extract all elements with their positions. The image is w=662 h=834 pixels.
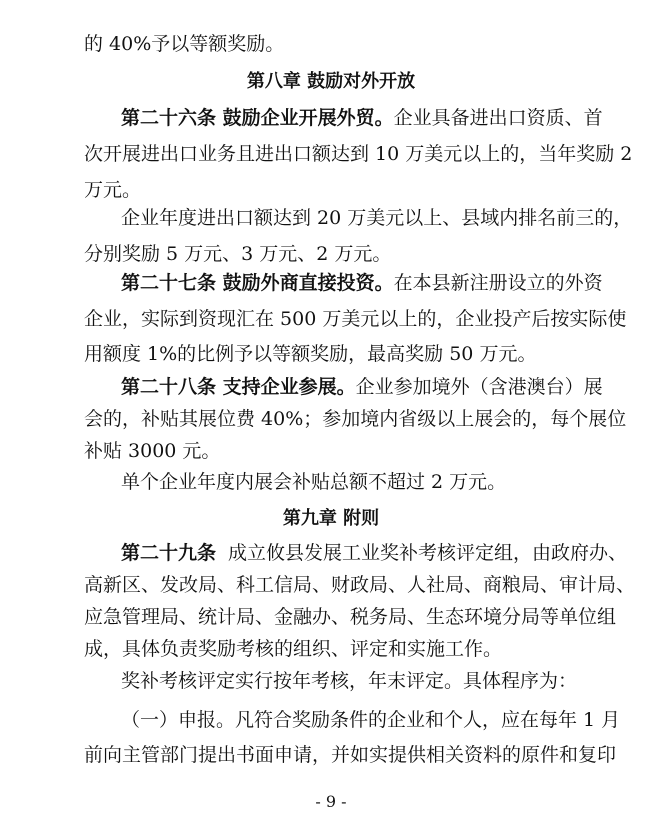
article-29-label: 第二十九条 — [121, 542, 217, 564]
article-26-label: 第二十六条 鼓励企业开展外贸。 — [121, 107, 394, 129]
paragraph-line: 用额度 1%的比例予以等额奖励，最高奖励 50 万元。 — [84, 343, 537, 365]
article-28-label: 第二十八条 支持企业参展。 — [121, 376, 356, 398]
article-27-label: 第二十七条 鼓励外商直接投资。 — [121, 272, 394, 294]
article-26-line-1 — [121, 103, 603, 133]
paragraph-line: 应急管理局、统计局、金融办、税务局、生态环境分局等单位组 — [84, 606, 617, 628]
paragraph-line: 成，具体负责奖励考核的组织、评定和实施工作。 — [84, 638, 503, 660]
paragraph-line: 万元。 — [84, 179, 142, 201]
article-29-line-1 — [121, 538, 627, 568]
article-29-text: 成立攸县发展工业奖补考核评定组，由政府办、 — [228, 542, 628, 564]
article-27-text: 在本县新注册设立的外资 — [393, 272, 603, 294]
article-28-line-1 — [121, 372, 603, 402]
paragraph-line: 单个企业年度内展会补贴总额不超过 2 万元。 — [121, 471, 507, 493]
page-number: - 9 - — [315, 792, 347, 811]
paragraph-line: 前向主管部门提出书面申请，并如实提供相关资料的原件和复印 — [84, 744, 617, 766]
chapter-9-heading: 第九章 附则 — [282, 508, 380, 529]
paragraph-line: 的 40%予以等额奖励。 — [84, 33, 285, 55]
paragraph-line: 次开展进出口业务且进出口额达到 10 万美元以上的，当年奖励 2 — [84, 143, 633, 165]
paragraph-line: 企业，实际到资现汇在 500 万美元以上的，企业投产后按实际使 — [84, 308, 627, 330]
paragraph-line: 高新区、发改局、科工信局、财政局、人社局、商粮局、审计局、 — [84, 574, 636, 596]
article-27-line-1 — [121, 268, 603, 298]
paragraph-line: 企业年度进出口额达到 20 万美元以上、县域内排名前三的， — [121, 207, 633, 229]
article-26-text: 企业具备进出口资质、首 — [393, 107, 603, 129]
paragraph-line: 会的，补贴其展位费 40%；参加境内省级以上展会的，每个展位 — [84, 408, 627, 430]
paragraph-line: 分别奖励 5 万元、3 万元、2 万元。 — [84, 243, 392, 265]
article-28-text: 企业参加境外（含港澳台）展 — [355, 376, 603, 398]
paragraph-line: 补贴 3000 元。 — [84, 440, 221, 462]
chapter-8-heading: 第八章 鼓励对外开放 — [246, 71, 416, 92]
paragraph-line: （一）申报。凡符合奖励条件的企业和个人，应在每年 1 月 — [121, 709, 621, 731]
paragraph-line: 奖补考核评定实行按年考核，年末评定。具体程序为： — [121, 670, 578, 692]
